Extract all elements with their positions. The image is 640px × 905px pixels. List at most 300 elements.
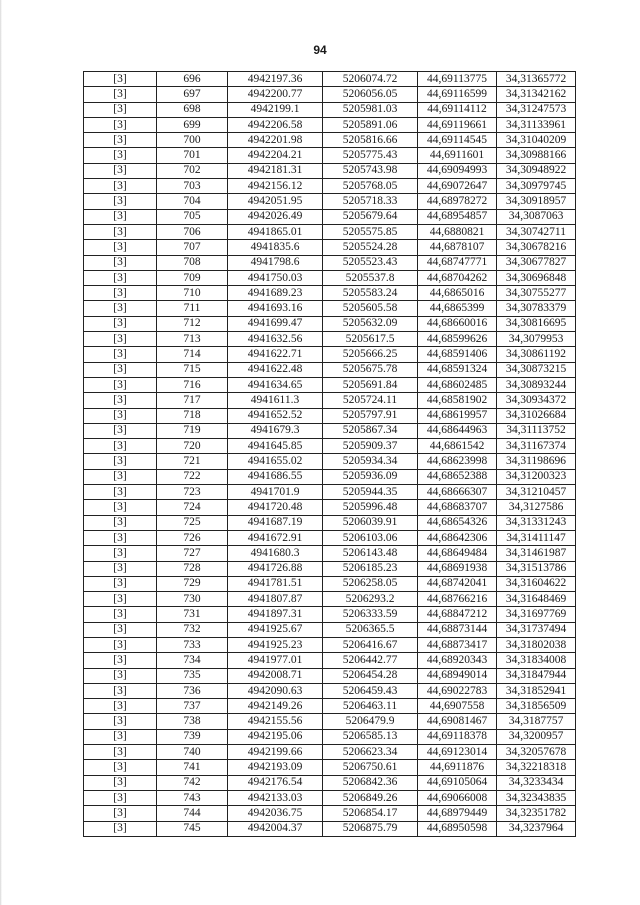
x-coordinate-cell: 4941807.87 [228,592,323,607]
y-coordinate-cell: 5206585.13 [323,729,418,744]
reference-cell: [3] [84,362,157,377]
latitude-cell: 44,68979449 [418,806,497,821]
table-row [84,714,576,729]
longitude-cell: 34,30816695 [497,316,576,331]
longitude-cell: 34,3187757 [497,714,576,729]
longitude-cell: 34,32057678 [497,745,576,760]
table-row [84,760,576,775]
table-row [84,423,576,438]
y-coordinate-cell: 5205981.03 [323,102,418,117]
table-row [84,148,576,163]
table-row [84,668,576,683]
latitude-cell: 44,68591324 [418,362,497,377]
longitude-cell: 34,31200323 [497,469,576,484]
reference-cell: [3] [84,500,157,515]
y-coordinate-cell: 5205944.35 [323,485,418,500]
reference-cell: [3] [84,806,157,821]
x-coordinate-cell: 4941781.51 [228,576,323,591]
x-coordinate-cell: 4941680.3 [228,546,323,561]
point-number-cell: 738 [157,714,228,729]
latitude-cell: 44,69123014 [418,745,497,760]
latitude-cell: 44,68649484 [418,546,497,561]
table-row [84,163,576,178]
y-coordinate-cell: 5205996.48 [323,500,418,515]
y-coordinate-cell: 5206463.11 [323,699,418,714]
y-coordinate-cell: 5206849.26 [323,790,418,805]
point-number-cell: 707 [157,240,228,255]
y-coordinate-cell: 5206056.05 [323,87,418,102]
point-number-cell: 744 [157,806,228,821]
point-number-cell: 714 [157,347,228,362]
point-number-cell: 728 [157,561,228,576]
longitude-cell: 34,31847944 [497,668,576,683]
y-coordinate-cell: 5205891.06 [323,117,418,132]
reference-cell: [3] [84,117,157,132]
latitude-cell: 44,68742041 [418,576,497,591]
longitude-cell: 34,31133961 [497,117,576,132]
longitude-cell: 34,31198696 [497,454,576,469]
longitude-cell: 34,31342162 [497,87,576,102]
x-coordinate-cell: 4941925.23 [228,637,323,652]
point-number-cell: 725 [157,515,228,530]
x-coordinate-cell: 4942155.56 [228,714,323,729]
table-row [84,561,576,576]
reference-cell: [3] [84,653,157,668]
coordinates-table [83,71,576,837]
table-row [84,745,576,760]
point-number-cell: 721 [157,454,228,469]
x-coordinate-cell: 4941645.85 [228,439,323,454]
x-coordinate-cell: 4941835.6 [228,240,323,255]
x-coordinate-cell: 4941652.52 [228,408,323,423]
longitude-cell: 34,30755277 [497,286,576,301]
x-coordinate-cell: 4942206.58 [228,117,323,132]
table-row [84,439,576,454]
point-number-cell: 711 [157,301,228,316]
latitude-cell: 44,68847212 [418,607,497,622]
reference-cell: [3] [84,592,157,607]
x-coordinate-cell: 4942090.63 [228,683,323,698]
table-row [84,301,576,316]
table-row [84,607,576,622]
x-coordinate-cell: 4941622.71 [228,347,323,362]
table-row [84,72,576,87]
reference-cell: [3] [84,301,157,316]
x-coordinate-cell: 4941687.19 [228,515,323,530]
longitude-cell: 34,31331243 [497,515,576,530]
reference-cell: [3] [84,194,157,209]
point-number-cell: 726 [157,530,228,545]
longitude-cell: 34,30696848 [497,270,576,285]
point-number-cell: 702 [157,163,228,178]
reference-cell: [3] [84,821,157,836]
latitude-cell: 44,69105064 [418,775,497,790]
longitude-cell: 34,30861192 [497,347,576,362]
y-coordinate-cell: 5205524.28 [323,240,418,255]
latitude-cell: 44,69072647 [418,179,497,194]
x-coordinate-cell: 4942199.1 [228,102,323,117]
table-row [84,515,576,530]
latitude-cell: 44,6865016 [418,286,497,301]
x-coordinate-cell: 4941720.48 [228,500,323,515]
point-number-cell: 719 [157,423,228,438]
point-number-cell: 723 [157,485,228,500]
longitude-cell: 34,31040209 [497,133,576,148]
longitude-cell: 34,3087063 [497,209,576,224]
x-coordinate-cell: 4942004.37 [228,821,323,836]
latitude-cell: 44,68691938 [418,561,497,576]
y-coordinate-cell: 5206185.23 [323,561,418,576]
table-row [84,821,576,836]
latitude-cell: 44,68644963 [418,423,497,438]
reference-cell: [3] [84,546,157,561]
longitude-cell: 34,30783379 [497,301,576,316]
latitude-cell: 44,68619957 [418,408,497,423]
latitude-cell: 44,6911876 [418,760,497,775]
y-coordinate-cell: 5205724.11 [323,393,418,408]
reference-cell: [3] [84,408,157,423]
x-coordinate-cell: 4941897.31 [228,607,323,622]
x-coordinate-cell: 4942036.75 [228,806,323,821]
longitude-cell: 34,31802038 [497,637,576,652]
longitude-cell: 34,31856509 [497,699,576,714]
latitude-cell: 44,69114112 [418,102,497,117]
longitude-cell: 34,31852941 [497,683,576,698]
latitude-cell: 44,6861542 [418,439,497,454]
y-coordinate-cell: 5206333.59 [323,607,418,622]
point-number-cell: 709 [157,270,228,285]
longitude-cell: 34,31461987 [497,546,576,561]
x-coordinate-cell: 4942201.98 [228,133,323,148]
point-number-cell: 710 [157,286,228,301]
point-number-cell: 731 [157,607,228,622]
x-coordinate-cell: 4942051.95 [228,194,323,209]
point-number-cell: 736 [157,683,228,698]
point-number-cell: 720 [157,439,228,454]
y-coordinate-cell: 5205797.91 [323,408,418,423]
x-coordinate-cell: 4941977.01 [228,653,323,668]
table-row [84,332,576,347]
table-row [84,622,576,637]
reference-cell: [3] [84,714,157,729]
point-number-cell: 742 [157,775,228,790]
table-row [84,729,576,744]
y-coordinate-cell: 5205934.34 [323,454,418,469]
table-row [84,790,576,805]
y-coordinate-cell: 5205775.43 [323,148,418,163]
y-coordinate-cell: 5206623.34 [323,745,418,760]
point-number-cell: 735 [157,668,228,683]
point-number-cell: 712 [157,316,228,331]
y-coordinate-cell: 5205632.09 [323,316,418,331]
latitude-cell: 44,6865399 [418,301,497,316]
y-coordinate-cell: 5205718.33 [323,194,418,209]
latitude-cell: 44,6907558 [418,699,497,714]
reference-cell: [3] [84,163,157,178]
reference-cell: [3] [84,255,157,270]
table-body [84,72,576,837]
y-coordinate-cell: 5206479.9 [323,714,418,729]
reference-cell: [3] [84,179,157,194]
reference-cell: [3] [84,454,157,469]
longitude-cell: 34,30918957 [497,194,576,209]
reference-cell: [3] [84,561,157,576]
y-coordinate-cell: 5205605.58 [323,301,418,316]
latitude-cell: 44,68642306 [418,530,497,545]
point-number-cell: 700 [157,133,228,148]
y-coordinate-cell: 5205743.98 [323,163,418,178]
reference-cell: [3] [84,148,157,163]
latitude-cell: 44,69114545 [418,133,497,148]
reference-cell: [3] [84,622,157,637]
x-coordinate-cell: 4941655.02 [228,454,323,469]
y-coordinate-cell: 5206039.91 [323,515,418,530]
longitude-cell: 34,3233434 [497,775,576,790]
y-coordinate-cell: 5205867.34 [323,423,418,438]
x-coordinate-cell: 4942195.06 [228,729,323,744]
longitude-cell: 34,31365772 [497,72,576,87]
x-coordinate-cell: 4942026.49 [228,209,323,224]
y-coordinate-cell: 5205523.43 [323,255,418,270]
longitude-cell: 34,31648469 [497,592,576,607]
table-row [84,133,576,148]
table-row [84,653,576,668]
point-number-cell: 722 [157,469,228,484]
longitude-cell: 34,30678216 [497,240,576,255]
longitude-cell: 34,31026684 [497,408,576,423]
latitude-cell: 44,68591406 [418,347,497,362]
y-coordinate-cell: 5205691.84 [323,377,418,392]
x-coordinate-cell: 4941686.55 [228,469,323,484]
y-coordinate-cell: 5206875.79 [323,821,418,836]
latitude-cell: 44,68766216 [418,592,497,607]
latitude-cell: 44,68602485 [418,377,497,392]
table-row [84,775,576,790]
point-number-cell: 703 [157,179,228,194]
x-coordinate-cell: 4942200.77 [228,87,323,102]
reference-cell: [3] [84,668,157,683]
table-row [84,286,576,301]
point-number-cell: 699 [157,117,228,132]
x-coordinate-cell: 4941634.65 [228,377,323,392]
latitude-cell: 44,68599626 [418,332,497,347]
point-number-cell: 741 [157,760,228,775]
x-coordinate-cell: 4942008.71 [228,668,323,683]
longitude-cell: 34,31247573 [497,102,576,117]
y-coordinate-cell: 5206365.5 [323,622,418,637]
latitude-cell: 44,68654326 [418,515,497,530]
table-row [84,408,576,423]
longitude-cell: 34,3127586 [497,500,576,515]
latitude-cell: 44,68581902 [418,393,497,408]
reference-cell: [3] [84,729,157,744]
table-row [84,347,576,362]
table-row [84,699,576,714]
latitude-cell: 44,68660016 [418,316,497,331]
y-coordinate-cell: 5206103.06 [323,530,418,545]
reference-cell: [3] [84,790,157,805]
x-coordinate-cell: 4942156.12 [228,179,323,194]
y-coordinate-cell: 5206842.36 [323,775,418,790]
table-row [84,393,576,408]
latitude-cell: 44,68704262 [418,270,497,285]
longitude-cell: 34,31834008 [497,653,576,668]
table-row [84,500,576,515]
point-number-cell: 733 [157,637,228,652]
longitude-cell: 34,31604622 [497,576,576,591]
latitude-cell: 44,69113775 [418,72,497,87]
point-number-cell: 705 [157,209,228,224]
point-number-cell: 713 [157,332,228,347]
x-coordinate-cell: 4942176.54 [228,775,323,790]
point-number-cell: 745 [157,821,228,836]
table-row [84,316,576,331]
y-coordinate-cell: 5206442.77 [323,653,418,668]
longitude-cell: 34,3237964 [497,821,576,836]
table-row [84,209,576,224]
reference-cell: [3] [84,515,157,530]
table-row [84,179,576,194]
latitude-cell: 44,68666307 [418,485,497,500]
reference-cell: [3] [84,576,157,591]
latitude-cell: 44,68652388 [418,469,497,484]
longitude-cell: 34,31697769 [497,607,576,622]
y-coordinate-cell: 5206854.17 [323,806,418,821]
longitude-cell: 34,30934372 [497,393,576,408]
x-coordinate-cell: 4942193.09 [228,760,323,775]
reference-cell: [3] [84,469,157,484]
point-number-cell: 732 [157,622,228,637]
point-number-cell: 729 [157,576,228,591]
latitude-cell: 44,68920343 [418,653,497,668]
longitude-cell: 34,32343835 [497,790,576,805]
y-coordinate-cell: 5206454.28 [323,668,418,683]
table-row [84,469,576,484]
reference-cell: [3] [84,133,157,148]
table-row [84,224,576,239]
y-coordinate-cell: 5205816.66 [323,133,418,148]
longitude-cell: 34,31167374 [497,439,576,454]
reference-cell: [3] [84,316,157,331]
table-row [84,377,576,392]
latitude-cell: 44,69081467 [418,714,497,729]
x-coordinate-cell: 4941611.3 [228,393,323,408]
reference-cell: [3] [84,240,157,255]
table-row [84,362,576,377]
point-number-cell: 727 [157,546,228,561]
y-coordinate-cell: 5206416.67 [323,637,418,652]
point-number-cell: 708 [157,255,228,270]
point-number-cell: 734 [157,653,228,668]
latitude-cell: 44,6878107 [418,240,497,255]
table-row [84,194,576,209]
x-coordinate-cell: 4941925.67 [228,622,323,637]
y-coordinate-cell: 5205617.5 [323,332,418,347]
x-coordinate-cell: 4941679.3 [228,423,323,438]
reference-cell: [3] [84,270,157,285]
reference-cell: [3] [84,485,157,500]
x-coordinate-cell: 4941622.48 [228,362,323,377]
latitude-cell: 44,69116599 [418,87,497,102]
point-number-cell: 696 [157,72,228,87]
x-coordinate-cell: 4942199.66 [228,745,323,760]
point-number-cell: 698 [157,102,228,117]
table-row [84,102,576,117]
point-number-cell: 718 [157,408,228,423]
y-coordinate-cell: 5206459.43 [323,683,418,698]
reference-cell: [3] [84,72,157,87]
longitude-cell: 34,31113752 [497,423,576,438]
point-number-cell: 724 [157,500,228,515]
longitude-cell: 34,30948922 [497,163,576,178]
x-coordinate-cell: 4941693.16 [228,301,323,316]
table-row [84,576,576,591]
longitude-cell: 34,32218318 [497,760,576,775]
x-coordinate-cell: 4941701.9 [228,485,323,500]
x-coordinate-cell: 4941750.03 [228,270,323,285]
reference-cell: [3] [84,209,157,224]
latitude-cell: 44,69119661 [418,117,497,132]
reference-cell: [3] [84,530,157,545]
longitude-cell: 34,30988166 [497,148,576,163]
y-coordinate-cell: 5206074.72 [323,72,418,87]
point-number-cell: 701 [157,148,228,163]
reference-cell: [3] [84,683,157,698]
longitude-cell: 34,31411147 [497,530,576,545]
reference-cell: [3] [84,423,157,438]
x-coordinate-cell: 4941632.56 [228,332,323,347]
x-coordinate-cell: 4941699.47 [228,316,323,331]
reference-cell: [3] [84,347,157,362]
reference-cell: [3] [84,637,157,652]
y-coordinate-cell: 5206293.2 [323,592,418,607]
reference-cell: [3] [84,87,157,102]
table-row [84,454,576,469]
longitude-cell: 34,3079953 [497,332,576,347]
x-coordinate-cell: 4942149.26 [228,699,323,714]
table-row [84,117,576,132]
longitude-cell: 34,3200957 [497,729,576,744]
latitude-cell: 44,68873417 [418,637,497,652]
reference-cell: [3] [84,377,157,392]
table-row [84,637,576,652]
x-coordinate-cell: 4942204.21 [228,148,323,163]
longitude-cell: 34,31513786 [497,561,576,576]
longitude-cell: 34,30742711 [497,224,576,239]
latitude-cell: 44,68683707 [418,500,497,515]
reference-cell: [3] [84,286,157,301]
latitude-cell: 44,69118378 [418,729,497,744]
y-coordinate-cell: 5205537.8 [323,270,418,285]
y-coordinate-cell: 5205583.24 [323,286,418,301]
x-coordinate-cell: 4942197.36 [228,72,323,87]
latitude-cell: 44,68623998 [418,454,497,469]
x-coordinate-cell: 4941798.6 [228,255,323,270]
x-coordinate-cell: 4941726.88 [228,561,323,576]
point-number-cell: 715 [157,362,228,377]
point-number-cell: 740 [157,745,228,760]
table-row [84,270,576,285]
y-coordinate-cell: 5206143.48 [323,546,418,561]
latitude-cell: 44,6911601 [418,148,497,163]
x-coordinate-cell: 4941672.91 [228,530,323,545]
x-coordinate-cell: 4941689.23 [228,286,323,301]
table-row [84,87,576,102]
latitude-cell: 44,68954857 [418,209,497,224]
point-number-cell: 706 [157,224,228,239]
table-row [84,683,576,698]
point-number-cell: 697 [157,87,228,102]
